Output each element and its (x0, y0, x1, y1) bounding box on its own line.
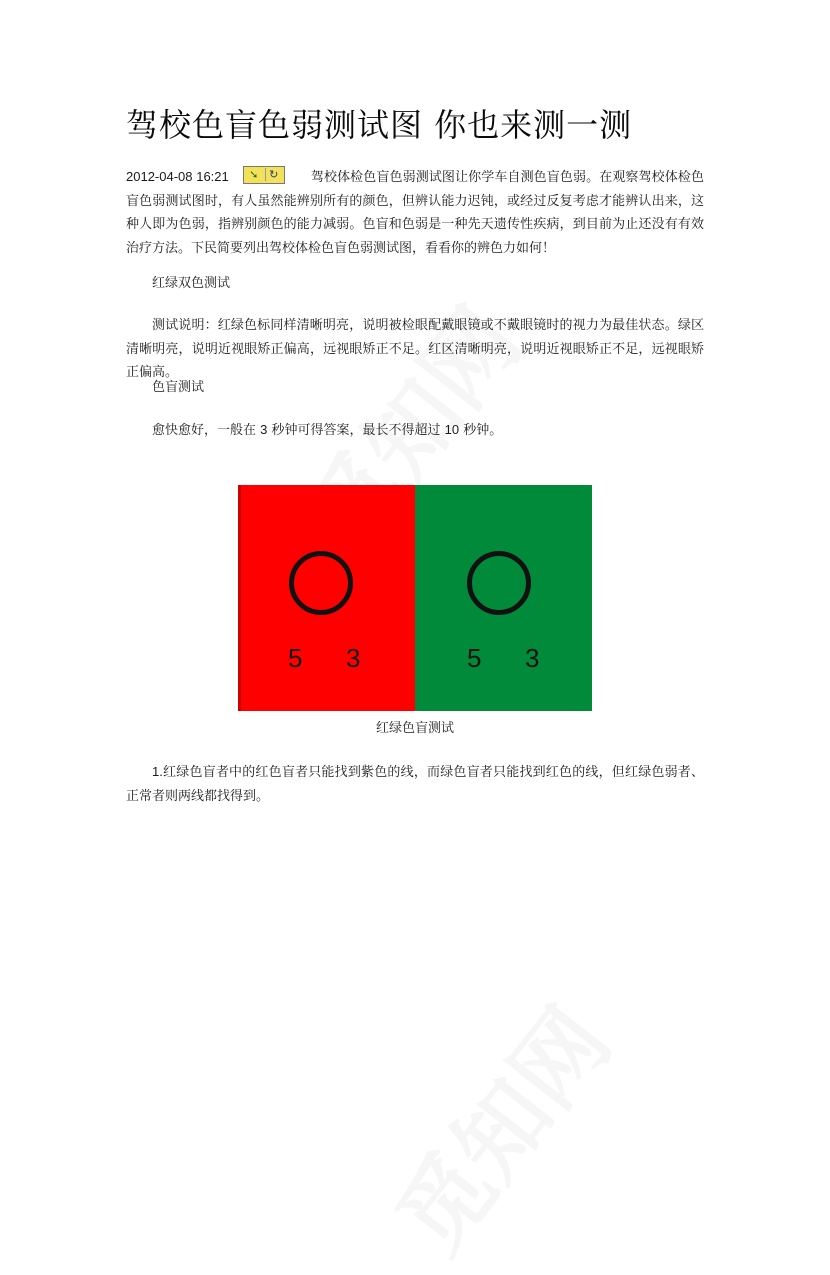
note-number: 1. (152, 764, 163, 779)
test-description: 测试说明：红绿色标同样清晰明亮，说明被检眼配戴眼镜或不戴眼镜时的视力为最佳状态。绿区清晰明亮，说明近视眼矫正偏高，远视眼矫正不足。红区清晰明亮，说明近视眼矫正不足，远视眼矫正偏高。 (126, 318, 704, 380)
green-digit-right: 3 (525, 643, 540, 673)
red-panel (238, 485, 415, 711)
intro-text: 驾校体检色盲色弱测试图让你学车自测色盲色弱。在观察驾校体检色盲色弱测试图时，有人虽然能辨别所有的颜色，但辨认能力迟钝，或经过反复考虑才能辨认出来，这种人即为色弱，指辨别颜色的能力减弱。色盲和色弱是一种先天遗传性疾病，到目前为止还没有有效治疗方法。下民简要列出驾校体检色盲色弱测试图，看看你的辨色力如何！ (126, 170, 704, 256)
ring-icon (467, 551, 531, 615)
note-text: 红绿色盲者中的红色盲者只能找到紫色的线，而绿色盲者只能找到红色的线，但红绿色弱者、正常者则两线都找得到。 (126, 765, 704, 804)
green-digit-left: 5 (467, 643, 482, 673)
tip-middle: 秒钟可得答案，最长不得超过 (267, 423, 445, 438)
intro-paragraph (126, 165, 704, 260)
timing-tip (126, 418, 704, 443)
red-green-test-figure (238, 485, 592, 711)
post-date: 2012-04-08 16:21 (126, 169, 229, 184)
tip-seconds-min: 3 (260, 422, 268, 437)
figure-caption: 红绿色盲测试 (375, 721, 454, 736)
tip-seconds-max: 10 (444, 422, 460, 437)
red-digit-right: 3 (346, 643, 361, 673)
tip-suffix: 秒钟。 (459, 423, 503, 438)
watermark (361, 977, 635, 1275)
tip-prefix: 愈快愈好，一般在 (152, 423, 261, 438)
red-digit-left: 5 (288, 643, 303, 673)
green-panel (415, 485, 592, 711)
note-paragraph (126, 760, 704, 808)
section-heading-red-green: 红绿双色测试 (152, 276, 231, 291)
section-heading-color-blind: 色盲测试 (152, 380, 205, 395)
page-title: 驾校色盲色弱测试图 你也来测一测 (126, 106, 633, 144)
share-arrow-icon[interactable]: ➘ (249, 168, 259, 181)
ring-icon (289, 551, 353, 615)
red-panel-edge (238, 485, 241, 711)
share-icons[interactable] (243, 166, 285, 184)
refresh-icon[interactable]: ↻ (265, 168, 282, 181)
